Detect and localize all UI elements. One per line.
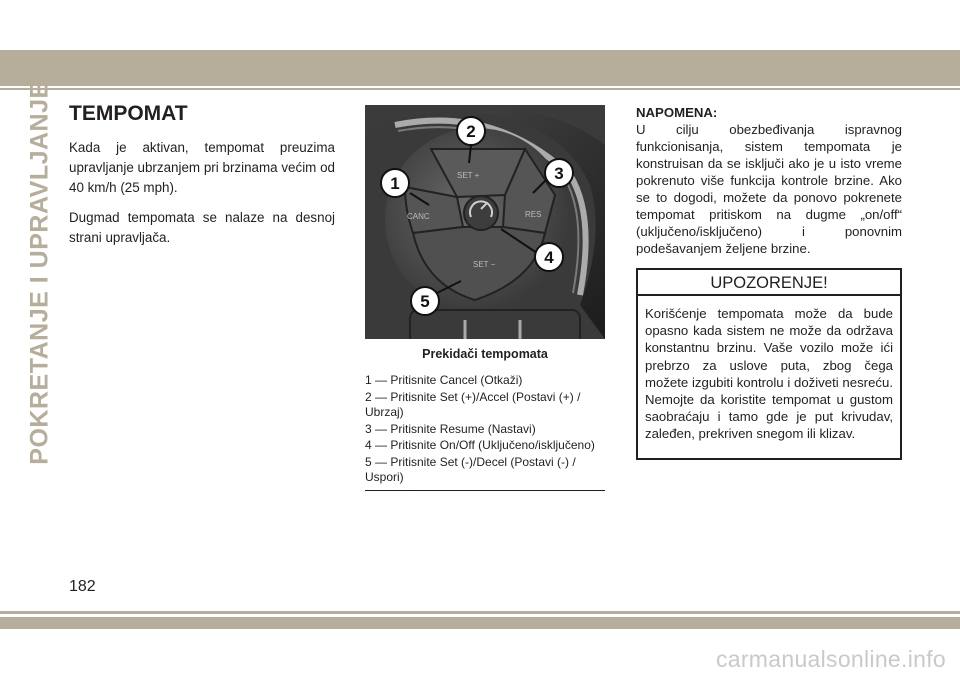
legend-item: 4 — Pritisnite On/Off (Uključeno/isključeno) xyxy=(365,438,595,452)
callout-2 xyxy=(457,117,485,145)
svg-text:4: 4 xyxy=(544,248,554,267)
steering-wheel-switches-image xyxy=(365,105,605,339)
legend-item: 1 — Pritisnite Cancel (Otkaži) xyxy=(365,373,523,387)
warning-title: UPOZORENJE! xyxy=(638,270,900,296)
watermark-text: carmanualsonline.info xyxy=(715,646,946,672)
callout-4 xyxy=(535,243,563,271)
left-column xyxy=(69,102,335,258)
header-band xyxy=(0,50,960,86)
figure-legend xyxy=(365,373,605,486)
svg-text:2: 2 xyxy=(466,122,476,141)
svg-text:1: 1 xyxy=(390,174,400,193)
warning-box xyxy=(636,268,902,460)
header-rule xyxy=(0,88,960,90)
legend-item: 3 — Pritisnite Resume (Nastavi) xyxy=(365,421,536,436)
callout-1 xyxy=(381,169,409,197)
legend-item: 5 — Pritisnite Set (-)/Decel (Postavi (-) / Uspori) xyxy=(365,454,576,484)
legend-item: 2 — Pritisnite Set (+)/Accel (Postavi (+) / Ubrzaj) xyxy=(365,389,581,419)
svg-text:5: 5 xyxy=(420,292,430,311)
location-paragraph: Dugmad tempomata se nalaze na desnoj strani upravljača. xyxy=(69,210,335,245)
section-side-tab xyxy=(22,80,58,465)
canc-button-label: CANC xyxy=(407,212,430,221)
set-plus-button-label: SET + xyxy=(457,171,480,180)
side-tab-label: POKRETANJE I UPRAVLJANJE xyxy=(25,80,54,465)
cruise-control-figure xyxy=(365,105,605,491)
svg-text:3: 3 xyxy=(554,164,564,183)
intro-paragraph: Kada je aktivan, tempomat preuzima upravljanje ubrzanjem pri brzinama većim od 40 km/h (25 mph). xyxy=(69,140,335,195)
callout-3 xyxy=(545,159,573,187)
callout-5 xyxy=(411,287,439,315)
note-text: U cilju obezbeđivanja ispravnog funkcionisanja, sistem tempomata je konstruisan da se isključi ako je u isto vreme pokrenuto više funkcija kontrole brzine. Ako se to dogodi, možete da ponovo pokrenete tempomat pritiskom na dugme „on/off“ (uključeno/isključeno) i ponovnim podešavanjem željene brzine. xyxy=(636,122,902,256)
set-minus-button-label: SET − xyxy=(473,260,496,269)
figure-divider xyxy=(365,490,605,491)
note-title: NAPOMENA: xyxy=(636,105,718,120)
warning-text: Korišćenje tempomata može da bude opasno kada sistem ne može da održava konstantnu brzinu. Vaše vozilo može ići prebrzo za uslove puta, zbog čega možete izgubiti kontrolu i doživeti nesreću. Nemojte da koristite tempomat u gustom saobraćaju i tamo gde je put krivudav, zaleđen, prekriven snegom ili klizav. xyxy=(645,306,893,442)
footer-band xyxy=(0,617,960,629)
note-block xyxy=(636,104,902,257)
footer-rule xyxy=(0,611,960,614)
section-title: TEMPOMAT xyxy=(69,102,188,125)
page-number: 182 xyxy=(69,578,96,595)
figure-caption: Prekidači tempomata xyxy=(422,347,548,361)
res-button-label: RES xyxy=(525,210,542,219)
